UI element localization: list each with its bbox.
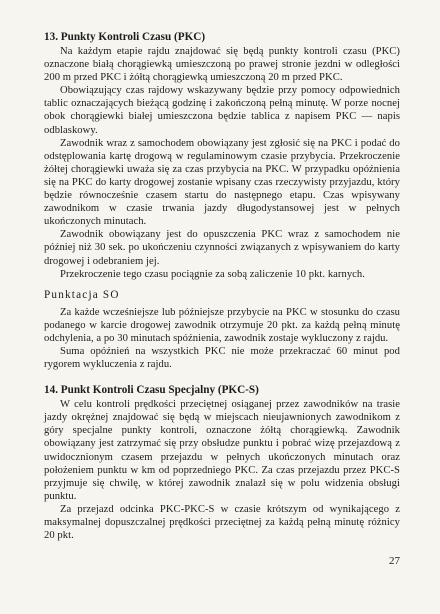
section-13-paragraph: Zawodnik obowiązany jest do opuszczenia PKC wraz z samochodem nie później niż 30 sek. po ukończeniu czynności związanych z wpisywaniem do karty drogowej i odebraniem jej. <box>44 229 400 267</box>
section-13-paragraph: Na każdym etapie rajdu znajdować się będą punkty kontroli czasu (PKC) oznaczone białą chorągiewką umieszczoną po prawej stronie jezdni w odległości 200 m przed PKC i żółtą chorągiewką umieszczoną 20 m przed PKC. <box>44 46 400 84</box>
document-page <box>44 30 400 542</box>
section-14-paragraph: Za przejazd odcinka PKC-PKC-S w czasie krótszym od wynikającego z maksymalnej dopuszczalnej prędkości przeciętnej za każdą pełną minutę różnicy 20 pkt. <box>44 503 400 542</box>
punktacja-paragraph: Suma opóźnień na wszystkich PKC nie może przekraczać 60 minut pod rygorem wykluczenia z rajdu. <box>44 345 400 371</box>
punktacja-paragraph: Za każde wcześniejsze lub późniejsze przybycie na PKC w stosunku do czasu podanego w karcie drogowej zawodnik otrzymuje 20 pkt. za każdą pełną minutę odchylenia, a po 30 minutach spóźnienia, zawodnik zostaje wykluczony z rajdu. <box>44 306 400 344</box>
section-13-paragraph: Obowiązujący czas rajdowy wskazywany będzie przy pomocy odpowiednich tablic oznaczających bieżącą godzinę i zakończoną pełną minutę. W porze nocnej obok chorągiewki białej umieszczona będzie tablica z napisem PKC — napis odblaskowy. <box>44 85 400 136</box>
section-13-paragraph: Zawodnik wraz z samochodem obowiązany jest zgłosić się na PKC i podać do odstęplowania kartę drogową w regulaminowym czasie przybycia. Przekroczenie żółtej chorągiewki uważa się za czas przybycia na PKC. W przypadku opóźnienia się na PKC do karty drogowej zostanie wpisany czas rzeczywisty przyjazdu, który będzie równocześnie czasem startu do następnego etapu. Czas wpisywany zawodnikom w czasie trwania jazdy długodystansowej jest w pełnych ukończonych minutach. <box>44 137 400 228</box>
section-14-paragraph: W celu kontroli prędkości przeciętnej osiąganej przez zawodników na trasie jazdy okrężnej znajdować się będą w miejscach nieujawnionych zawodnikom z góry specjalne punkty kontroli, oznaczone żółtą chorągiewką. Zawodnik obowiązany jest zatrzymać się przy obsłudze punktu i pobrać wizę przejazdową z uwidocznionym czasem przejazdu w pełnych ukończonych minutach oraz położeniem punktu w km od poprzedniego PKC. Za czas przejazdu przez PKC-S przyjmuje się chwilę, w której zawodnik znalazł się w polu widzenia obsługi punktu. <box>44 399 400 502</box>
page-number: 27 <box>389 555 400 567</box>
punktacja-heading: Punktacja SO <box>44 288 120 301</box>
section-13-heading: 13. Punkty Kontroli Czasu (PKC) <box>44 31 206 43</box>
section-14-heading: 14. Punkt Kontroli Czasu Specjalny (PKC-S) <box>44 384 259 397</box>
section-13-paragraph: Przekroczenie tego czasu pociągnie za sobą zaliczenie 10 pkt. karnych. <box>60 268 365 280</box>
